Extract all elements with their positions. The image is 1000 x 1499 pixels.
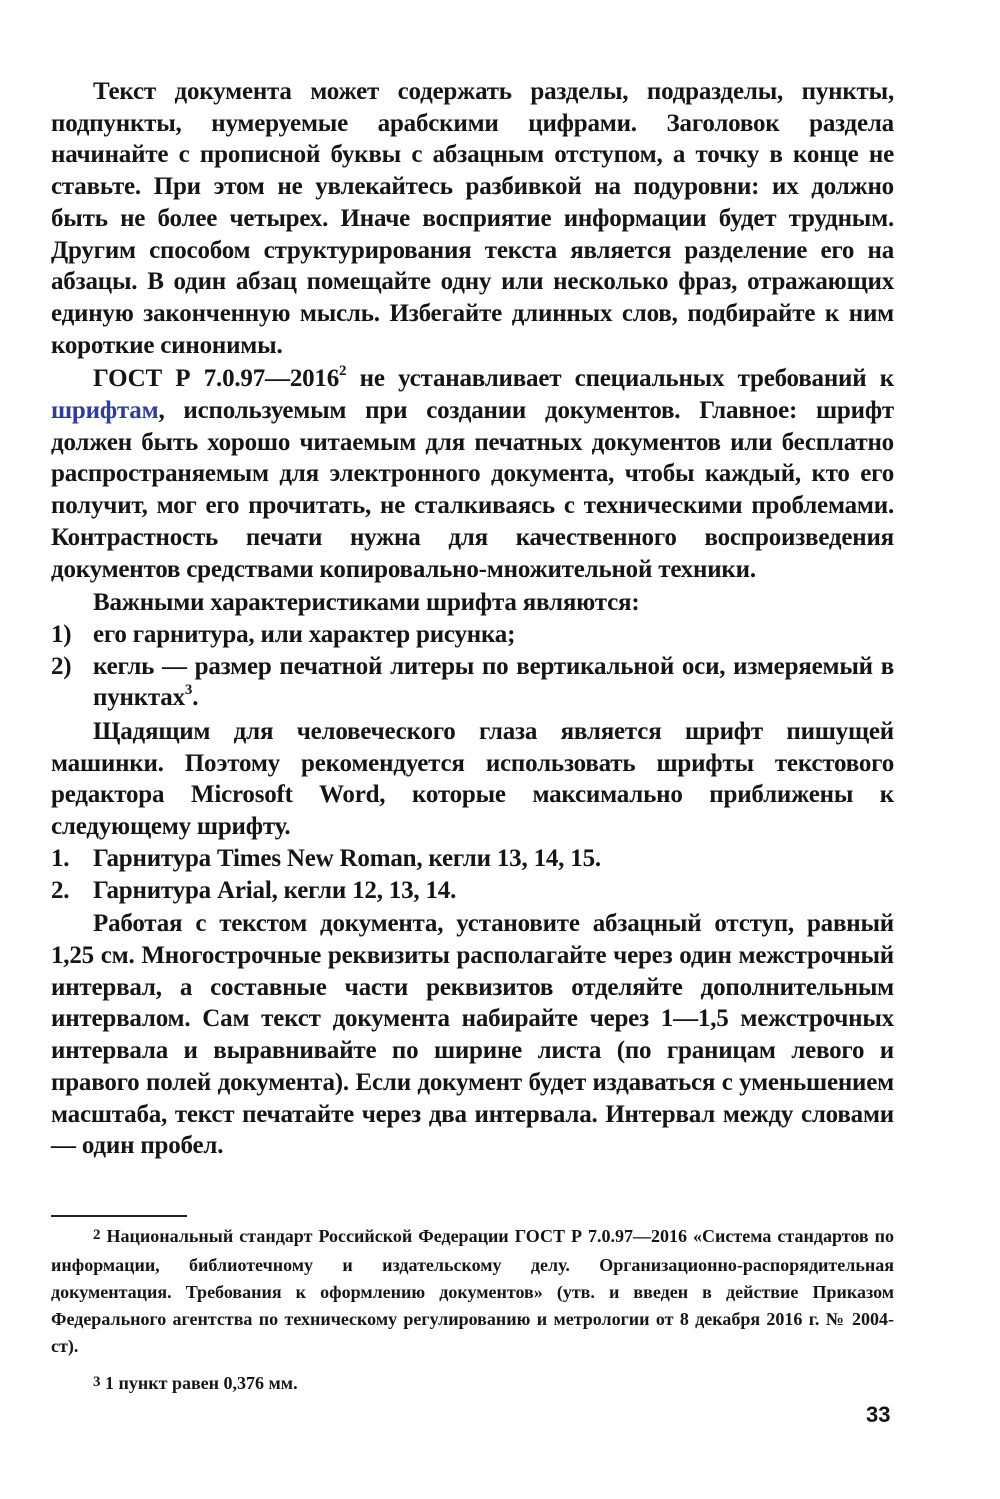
- list-text-body: кегль — размер печатной литеры по вертикальной оси, измеряемый в пунктах: [93, 652, 894, 712]
- footnote-text: 1 пункт равен 0,376 мм.: [105, 1373, 298, 1393]
- gost-title: ГОСТ Р 7.0.97—2016: [93, 365, 340, 393]
- gost-text-mid: не устанавливает специальных требований к: [346, 365, 894, 393]
- list-item: [51, 619, 894, 651]
- paragraph-sections: Текст документа может содержать разделы, подразделы, пункты, подпункты, нумеруемые арабскими цифрами. Заголовок раздела начинайте с прописной буквы с абзацным отступом, а точку в конце не ставьте. При этом не увлекайтесь разбивкой на подуровни: их должно быть не более четырех. Иначе восприятие информации будет трудным. Другим способом структурирования текста является разделение его на абзацы. В один абзац помещайте одну или несколько фраз, отражающих единую законченную мысль. Избегайте длинных слов, подбирайте к ним короткие синонимы.: [51, 78, 894, 359]
- page-number: 33: [866, 1402, 891, 1427]
- footnotes: [51, 1223, 894, 1399]
- list-number: 2.: [51, 876, 70, 904]
- list-number: 1.: [51, 844, 70, 872]
- list-text: Гарнитура Arial, кегли 12, 13, 14.: [93, 876, 457, 904]
- list-number: 1): [51, 620, 72, 648]
- list-text: его гарнитура, или характер рисунка;: [93, 620, 516, 648]
- list-text: [93, 651, 894, 714]
- paragraph-characteristics: Важными характеристиками шрифта являются:: [93, 589, 640, 617]
- footnote-ref-3[interactable]: 3: [184, 682, 193, 699]
- list-number: 2): [51, 652, 72, 680]
- footnote-divider: [51, 1215, 187, 1217]
- list-item: [51, 843, 894, 875]
- list-item: [51, 651, 894, 714]
- footnote-ref-2[interactable]: 2: [339, 363, 347, 379]
- fonts-link[interactable]: шрифтам: [51, 397, 159, 425]
- gost-text-end: , используемым при создании документов. Главное: шрифт должен быть хорошо читаемым для печатных документов или бесплатно распространяемым для электронного документа, чтобы каждый, кто его получит, мог его прочитать, не сталкиваясь с техническими проблемами. Контрастность печати нужна для качественного воспроизведения документов средствами копировально-множительной техники.: [51, 397, 894, 583]
- list-text-tail: .: [192, 684, 199, 712]
- list-text: Гарнитура Times New Roman, кегли 13, 14, 15.: [93, 844, 601, 872]
- paragraph-gost: [51, 363, 894, 585]
- footnote-number: 3: [93, 1374, 101, 1390]
- footnote-3: [51, 1370, 894, 1399]
- footnote-2: [51, 1223, 894, 1360]
- paragraph-indent: Работая с текстом документа, установите абзацный отступ, равный 1,25 см. Многострочные реквизиты располагайте через один межстрочный интервал, а составные части реквизитов отделяйте дополнительным интервалом. Сам текст документа набирайте через 1—1,5 межстрочных интервала и выравнивайте по ширине листа (по границам левого и правого полей документа). Если документ будет издаваться с уменьшением масштаба, текст печатайте через два интервала. Интервал между словами — один пробел.: [51, 910, 894, 1160]
- list-item: [51, 875, 894, 907]
- footnote-text: Национальный стандарт Российской Федерации ГОСТ Р 7.0.97—2016 «Система стандартов по информации, библиотечному и издательскому делу. Организационно-распорядительная документация. Требования к оформлению документов» (утв. и введен в действие Приказом Федерального агентства по техническому регулированию и метрологии от 8 декабря 2016 г. № 2004-ст).: [51, 1226, 895, 1356]
- footnote-number: 2: [93, 1227, 101, 1243]
- paragraph-typewriter: Щадящим для человеческого глаза является шрифт пишущей машинки. Поэтому рекомендуется использовать шрифты текстового редактора Microsoft Word, которые максимально приближены к следующему шрифту.: [51, 718, 894, 841]
- main-text: [51, 76, 894, 1162]
